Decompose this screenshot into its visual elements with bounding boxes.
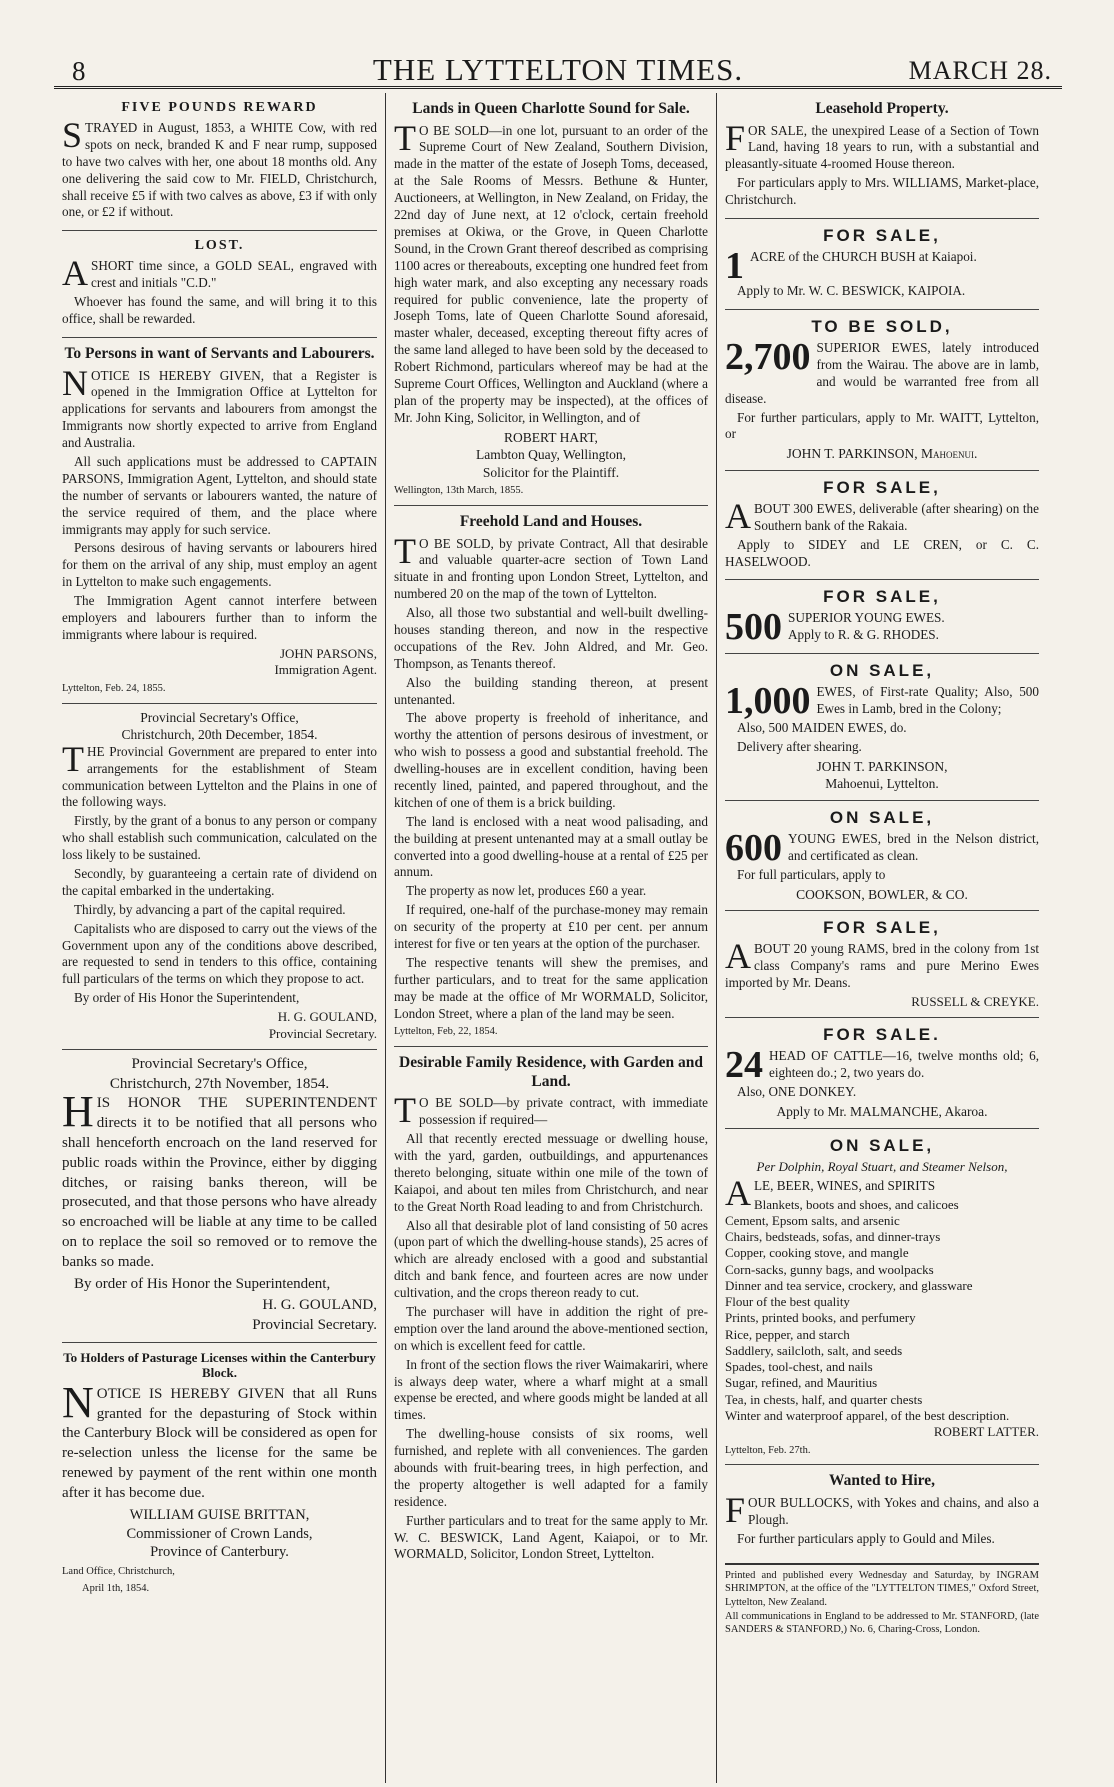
ad-body: For further particulars apply to Gould and Miles.: [737, 1530, 995, 1546]
ad-body: Secondly, by guaranteeing a certain rate of dividend on the capital embarked in the undertaking.: [62, 865, 377, 898]
goods-list-item: Cement, Epsom salts, and arsenic: [725, 1212, 900, 1228]
ad-body: Whoever has found the same, and will bring it to this office, shall be rewarded.: [62, 294, 377, 327]
ad-public-roads: [62, 1050, 377, 1342]
ad-body: ACRE of the CHURCH BUSH at Kaiapoi.: [750, 249, 977, 265]
ad-body: FOR SALE, the unexpired Lease of a Section of Town Land, having 18 years to run, with a substantial and pleasantly-situate 4-roomed House thereon.: [725, 117, 1039, 172]
ad-body: SUPERIOR YOUNG EWES.: [788, 610, 945, 626]
ad-heading: FOR SALE,: [823, 477, 941, 497]
ad-signature: RUSSELL & CREYKE.: [911, 993, 1039, 1009]
ad-body: TO BE SOLD—in one lot, pursuant to an order of the Supreme Court of New Zealand, Southern Division, made in the matter of the estate of Joseph Toms, deceased, at the Sale Rooms of Messrs. Bethune & Hunter, Auctioneers, at Wellington, in New Zealand, on Friday, the 22nd day of June next, at 12 o'clock, certain freehold premises at Okiwa, or the Grove, in Queen Charlotte Sound, in the Crown Grant thereof described as comprising 1100 acres or thereabouts, excepting one hundred feet from high water mark, and also excepting any necessary roads required for public convenience, late the property of Joseph Toms, late of Queen Charlotte Sound aforesaid, master whaler, deceased, excepting thereout fifty acres of the same land alleged to have been sold by the deceased to Robert Richmond, particulars whereof may be had at the Supreme Court Offices, Wellington and Auckland (where a plan of the property may be inspected), at the offices of Mr. John King, Solicitor, in Wellington, and of: [394, 117, 708, 425]
ad-2700-ewes: [725, 310, 1039, 471]
ad-heading: TO BE SOLD,: [811, 316, 953, 336]
lead-number: 1,000: [725, 680, 811, 723]
ad-body: Also, all those two substantial and well-built dwelling-houses standing thereon, and now in the respective occupations of the Rev. John Aldred, and Mr. Geo. Thompson, as Tenants thereof.: [394, 605, 708, 671]
ad-body: The above property is freehold of inheritance, and worthy the attention of persons desirous of investment, or who wish to possess a good and substantial freehold. The dwelling-houses are in excellent condition, having been recently lined, painted, and papered throughout, and the kitchen of one of them is a brick building.: [394, 710, 708, 810]
ad-heading: FOR SALE,: [823, 587, 941, 607]
goods-list-item: Prints, printed books, and perfumery: [725, 1310, 916, 1326]
ad-body: FOUR BULLOCKS, with Yokes and chains, and also a Plough.: [725, 1490, 1039, 1531]
ad-signature: ROBERT HART,: [504, 429, 598, 445]
ad-body: The Immigration Agent cannot interfere between employers and labourers further than to inform the immigrants where labour is required.: [62, 593, 377, 642]
ad-steam-communication: [62, 704, 377, 1051]
ad-heading: FIVE POUNDS REWARD: [121, 100, 318, 115]
ad-body: Also, ONE DONKEY.: [737, 1084, 857, 1100]
ad-signature: WILLIAM GUISE BRITTAN,: [129, 1506, 310, 1523]
ad-body: The respective tenants will shew the premises, and further particulars, and to treat for the same application may be made at the office of Mr WORMALD, Solicitor, London Street, where a plan of the land may be seen.: [394, 954, 708, 1021]
ad-heading: Wanted to Hire,: [828, 1472, 936, 1490]
ad-body: The property as now let, produces £60 a year.: [406, 883, 647, 899]
issue-date: MARCH 28.: [908, 56, 1052, 85]
ad-body: All that recently erected messuage or dwelling house, with the yard, garden, outbuildings, and appurtenances thereto belonging, situate within one mile of the town of Kaiapoi, and about ten miles from Christchurch, and near to the Great North Road leading to and from Christchurch.: [394, 1131, 708, 1214]
ad-body: Also the building standing thereon, at present untenanted.: [394, 674, 708, 707]
ad-cattle: [725, 1018, 1039, 1128]
ad-body: Persons desirous of having servants or labourers hired for them on the arrival of any ship, must employ an agent in Lyttelton to make such engagements.: [62, 540, 377, 590]
ad-date: Lyttelton, Feb. 27th.: [725, 1444, 811, 1456]
ad-1000-ewes: [725, 654, 1039, 801]
ad-signature: COOKSON, BOWLER, & CO.: [796, 886, 968, 902]
imprint-text: All communications in England to be addressed to Mr. STANFORD, (late SANDERS & STANFORD,) No. 6, Charing-Cross, London.: [725, 1610, 1039, 1636]
ad-body: Further particulars and to treat for the same apply to Mr. W. C. BESWICK, Land Agent, Kaiapoi, or to Mr. WORMALD, Solicitor, London Street, Lyttelton.: [394, 1512, 708, 1562]
ad-family-residence: [394, 1047, 708, 1572]
ad-body: TO BE SOLD—by private contract, with immediate possession if required—: [394, 1090, 708, 1131]
ad-heading: LOST.: [194, 238, 245, 254]
ad-body: Apply to Mr. MALMANCHE, Akaroa.: [776, 1104, 988, 1120]
imprint-footer: [725, 1563, 1039, 1637]
ad-body: By order of His Honor the Superintendent,: [74, 990, 300, 1006]
ad-body: THE Provincial Government are prepared to enter into arrangements for the establishment of Steam communication between Lyttelton and the Plains in one of the following ways.: [62, 738, 377, 810]
ad-signature: JOHN PARSONS,: [279, 645, 377, 661]
ad-signature: Provincial Secretary.: [252, 1316, 377, 1333]
ad-600-ewes: [725, 801, 1039, 911]
ad-body: EWES, of First-rate Quality; Also, 500 Ewes in Lamb, bred in the Colony;: [816, 684, 1039, 717]
ad-wanted-to-hire: [725, 1465, 1039, 1556]
ad-signature: Mahoenui, Lyttelton.: [825, 776, 939, 792]
ad-body: ASHORT time since, a GOLD SEAL, engraved with crest and initials "C.D.": [62, 253, 377, 294]
ad-heading: ON SALE,: [829, 661, 935, 681]
ad-body: By order of His Honor the Superintendent,: [74, 1275, 331, 1292]
ad-office: Provincial Secretary's Office,: [131, 1056, 308, 1073]
column-3: [716, 93, 1047, 1783]
ad-date: Lyttelton, Feb, 22, 1854.: [394, 1026, 498, 1038]
goods-list-item: Flour of the best quality: [725, 1294, 850, 1310]
ad-body: NOTICE IS HEREBY GIVEN that all Runs granted for the depasturing of Stock within the Canterbury Block will be considered as open for re-selection unless the license for the same be renewed by payment of the rent within one month after it has become due.: [62, 1377, 377, 1501]
ad-heading: To Persons in want of Servants and Labourers.: [64, 344, 375, 362]
ad-body: NOTICE IS HEREBY GIVEN, that a Register is opened in the Immigration Office at Lyttelton for applications for servants and labourers from amongst the Immigrants now shortly expected to arrive from England and Australia.: [62, 362, 377, 451]
lead-number: 1: [725, 245, 744, 288]
ad-signature: Province of Canterbury.: [150, 1544, 289, 1561]
ad-signature: Immigration Agent.: [274, 662, 377, 678]
ad-heading: FOR SALE.: [823, 1025, 941, 1045]
ad-pasturage-licenses: [62, 1343, 377, 1603]
ad-body: ABOUT 20 young RAMS, bred in the colony from 1st class Company's rams and pure Merino Ewes imported by Mr. Deans.: [725, 936, 1039, 990]
ad-body: Firstly, by the grant of a bonus to any person or company who shall establish such communication, calculated on the loss likely to be sustained.: [62, 813, 377, 863]
ad-body: The purchaser will have in addition the right of pre-emption over the land around the above-mentioned section, on which is excellent feed for cattle.: [394, 1303, 708, 1353]
column-2: [385, 93, 716, 1783]
ad-dateline: Christchurch, 27th November, 1854.: [109, 1075, 330, 1092]
ad-signature: Lambton Quay, Wellington,: [475, 447, 627, 463]
ad-church-bush-acre: [725, 219, 1039, 310]
ad-body: Apply to Mr. W. C. BESWICK, KAIPOIA.: [737, 283, 966, 299]
ad-body: SUPERIOR EWES, lately introduced from the Wairau. The above are in lamb, and would be warranted free from all disease.: [725, 339, 1039, 406]
ad-body: ABOUT 300 EWES, deliverable (after shearing) on the Southern bank of the Rakaia.: [725, 495, 1039, 536]
goods-list-item: Copper, cooking stove, and mangle: [725, 1245, 909, 1261]
ad-body: The dwelling-house consists of six rooms, well furnished, and replete with all conveniences. The garden abounds with fruit-bearing trees, in high perfection, and the property altogether is well adapted for a family residence.: [394, 1426, 708, 1509]
goods-list: [725, 1197, 1039, 1425]
ad-heading: ON SALE,: [829, 807, 935, 827]
ad-body: Also, 500 MAIDEN EWES, do.: [737, 719, 907, 735]
ad-body: Apply to SIDEY and LE CREN, or C. C. HASELWOOD.: [725, 536, 1039, 569]
goods-list-item: Dinner and tea service, crockery, and glassware: [725, 1277, 973, 1293]
ad-body: HEAD OF CATTLE—16, twelve months old; 6, eighteen do.; 2, two years do.: [769, 1048, 1039, 1081]
ad-body: YOUNG EWES, bred in the Nelson district, and certificated as clean.: [788, 830, 1039, 863]
ad-body: For further particulars, apply to Mr. WAITT, Lyttelton, or: [725, 409, 1039, 442]
goods-list-item: Winter and waterproof apparel, of the best description.: [725, 1407, 1010, 1423]
goods-list-item: Blankets, boots and shoes, and calicoes: [754, 1196, 959, 1212]
imprint-text: Printed and published every Wednesday and Saturday, by INGRAM SHRIMPTON, at the office of the "LYTTELTON TIMES," Oxford Street, Lyttelton, New Zealand.: [725, 1569, 1039, 1609]
ad-heading: To Holders of Pasturage Licenses within the Canterbury Block.: [63, 1349, 376, 1381]
ad-servants: [62, 338, 377, 704]
goods-list-item: Corn-sacks, gunny bags, and woolpacks: [725, 1261, 934, 1277]
ad-body: Apply to R. & G. RHODES.: [788, 627, 939, 643]
ad-body: In front of the section flows the river Waimakariri, where is always deep water, where a wharf might at a small expense be erected, and where goods might be landed at all times.: [394, 1356, 708, 1423]
ad-body: Thirdly, by advancing a part of the capital required.: [74, 901, 346, 917]
ad-heading: Lands in Queen Charlotte Sound for Sale.: [412, 100, 690, 117]
ad-lost: [62, 231, 377, 338]
goods-list-item: Saddlery, sailcloth, salt, and seeds: [725, 1342, 903, 1358]
ad-body: Capitalists who are disposed to carry out the views of the Government upon any of the conditions above described, are requested to send in tenders to this office, containing full particulars of the terms on which they propose to act.: [62, 920, 377, 987]
ad-heading: FOR SALE,: [823, 918, 941, 938]
masthead: [54, 46, 1062, 89]
ad-signature: Provincial Secretary.: [268, 1025, 377, 1041]
ad-dateline: Christchurch, 20th December, 1854.: [121, 727, 318, 743]
ad-office: Provincial Secretary's Office,: [140, 709, 299, 725]
columns: [54, 93, 1062, 1783]
ad-body: HIS HONOR THE SUPERINTENDENT directs it to be notified that all persons who shall henceforth encroach on the land reserved for public roads within the Province, either by digging ditches, or raising banks thereon, will be prosecuted, and that those persons who have already so encroached will be liable at any time to be called on to replace the soil so removed or to remove the banks so made.: [62, 1087, 377, 1270]
ad-body: All such applications must be addressed to CAPTAIN PARSONS, Immigration Agent, Lyttelton, and should state the number of servants or labourers wanted, the nature of the service required of them, and the place where immigrants may apply for such service.: [62, 453, 377, 537]
ad-heading: Freehold Land and Houses.: [459, 512, 643, 530]
column-1: [54, 93, 385, 1783]
ad-ale-wines-spirits: [725, 1129, 1039, 1466]
ad-signature: JOHN T. PARKINSON, Mahoenui.: [786, 446, 978, 462]
ad-freehold-land: [394, 506, 708, 1047]
ad-signature: Solicitor for the Plaintiff.: [482, 464, 620, 480]
ad-queen-charlotte-sound: [394, 93, 708, 506]
goods-list-item: Sugar, refined, and Mauritius: [725, 1375, 878, 1391]
lead-number: 2,700: [725, 335, 811, 378]
ad-heading: ON SALE,: [829, 1135, 935, 1155]
lead-number: 24: [725, 1044, 763, 1087]
page-number: 8: [72, 56, 86, 86]
ad-body: For particulars apply to Mrs. WILLIAMS, Market-place, Christchurch.: [725, 175, 1039, 208]
ad-300-ewes: [725, 471, 1039, 581]
ad-date: Lyttelton, Feb. 24, 1855.: [62, 683, 166, 694]
newspaper-title: THE LYTTELTON TIMES.: [372, 52, 744, 87]
ad-date: Land Office, Christchurch,: [62, 1566, 175, 1578]
ad-500-ewes: [725, 580, 1039, 654]
ad-signature: Commissioner of Crown Lands,: [126, 1525, 313, 1542]
ad-signature: H. G. GOULAND,: [277, 1009, 377, 1025]
ad-rams: [725, 911, 1039, 1018]
ad-signature: JOHN T. PARKINSON,: [816, 758, 948, 774]
ad-signature: H. G. GOULAND,: [262, 1297, 377, 1314]
ad-heading: FOR SALE,: [823, 226, 941, 246]
goods-list-item: Rice, pepper, and starch: [725, 1326, 850, 1342]
ad-heading: Desirable Family Residence, with Garden and Land.: [399, 1054, 703, 1090]
goods-list-item: Tea, in chests, half, and quarter chests: [725, 1391, 923, 1407]
ad-body: Delivery after shearing.: [737, 738, 862, 754]
lead-number: 600: [725, 826, 782, 869]
ad-leasehold-property: [725, 93, 1039, 219]
ad-body: For full particulars, apply to: [737, 866, 886, 882]
goods-list-item: Chairs, bedsteads, sofas, and dinner-trays: [725, 1229, 941, 1245]
ad-body: STRAYED in August, 1853, a WHITE Cow, with red spots on neck, branded K and F near rump, supposed to have two calves with her, one about 18 months old. Any one delivering the said cow to Mr. FIELD, Christchurch, shall receive £5 if with two calves as above, £3 if with only one, or £2 if without.: [62, 115, 377, 220]
ad-heading: Leasehold Property.: [815, 100, 949, 117]
lead-number: 500: [725, 606, 782, 649]
ad-five-pounds-reward: [62, 93, 377, 231]
ad-date: April 1th, 1854.: [82, 1582, 150, 1594]
ad-body: If required, one-half of the purchase-money may remain on security of the property at £10 per cent. per annum interest for five or ten years at the option of the purchaser.: [394, 902, 708, 951]
ad-body: TO BE SOLD, by private Contract, All that desirable and valuable quarter-acre section of Town Land situate in and fronting upon London Street, Lyttelton, and numbered 20 on the map of the town of Lyttelton.: [394, 530, 708, 602]
ad-body: The land is enclosed with a neat wood palisading, and the building at present untenanted may at a small outlay be converted into a good dwelling-house at a rental of £25 per annum.: [394, 813, 708, 880]
ad-date: Wellington, 13th March, 1855.: [394, 485, 524, 497]
goods-list-item: Spades, tool-chest, and nails: [725, 1359, 873, 1375]
ad-body: ALE, BEER, WINES, and SPIRITS: [725, 1172, 936, 1213]
ad-body: Also all that desirable plot of land consisting of 50 acres (upon part of which the dwelling-house stands), 25 acres of which are already enclosed with a good and substantial ditch and bank fence, and fourteen acres are now under cultivation, and the crops thereon ready to cut.: [394, 1217, 708, 1301]
ad-subheading: Per Dolphin, Royal Stuart, and Steamer Nelson,: [756, 1158, 1008, 1174]
ad-signature: ROBERT LATTER.: [933, 1424, 1039, 1440]
